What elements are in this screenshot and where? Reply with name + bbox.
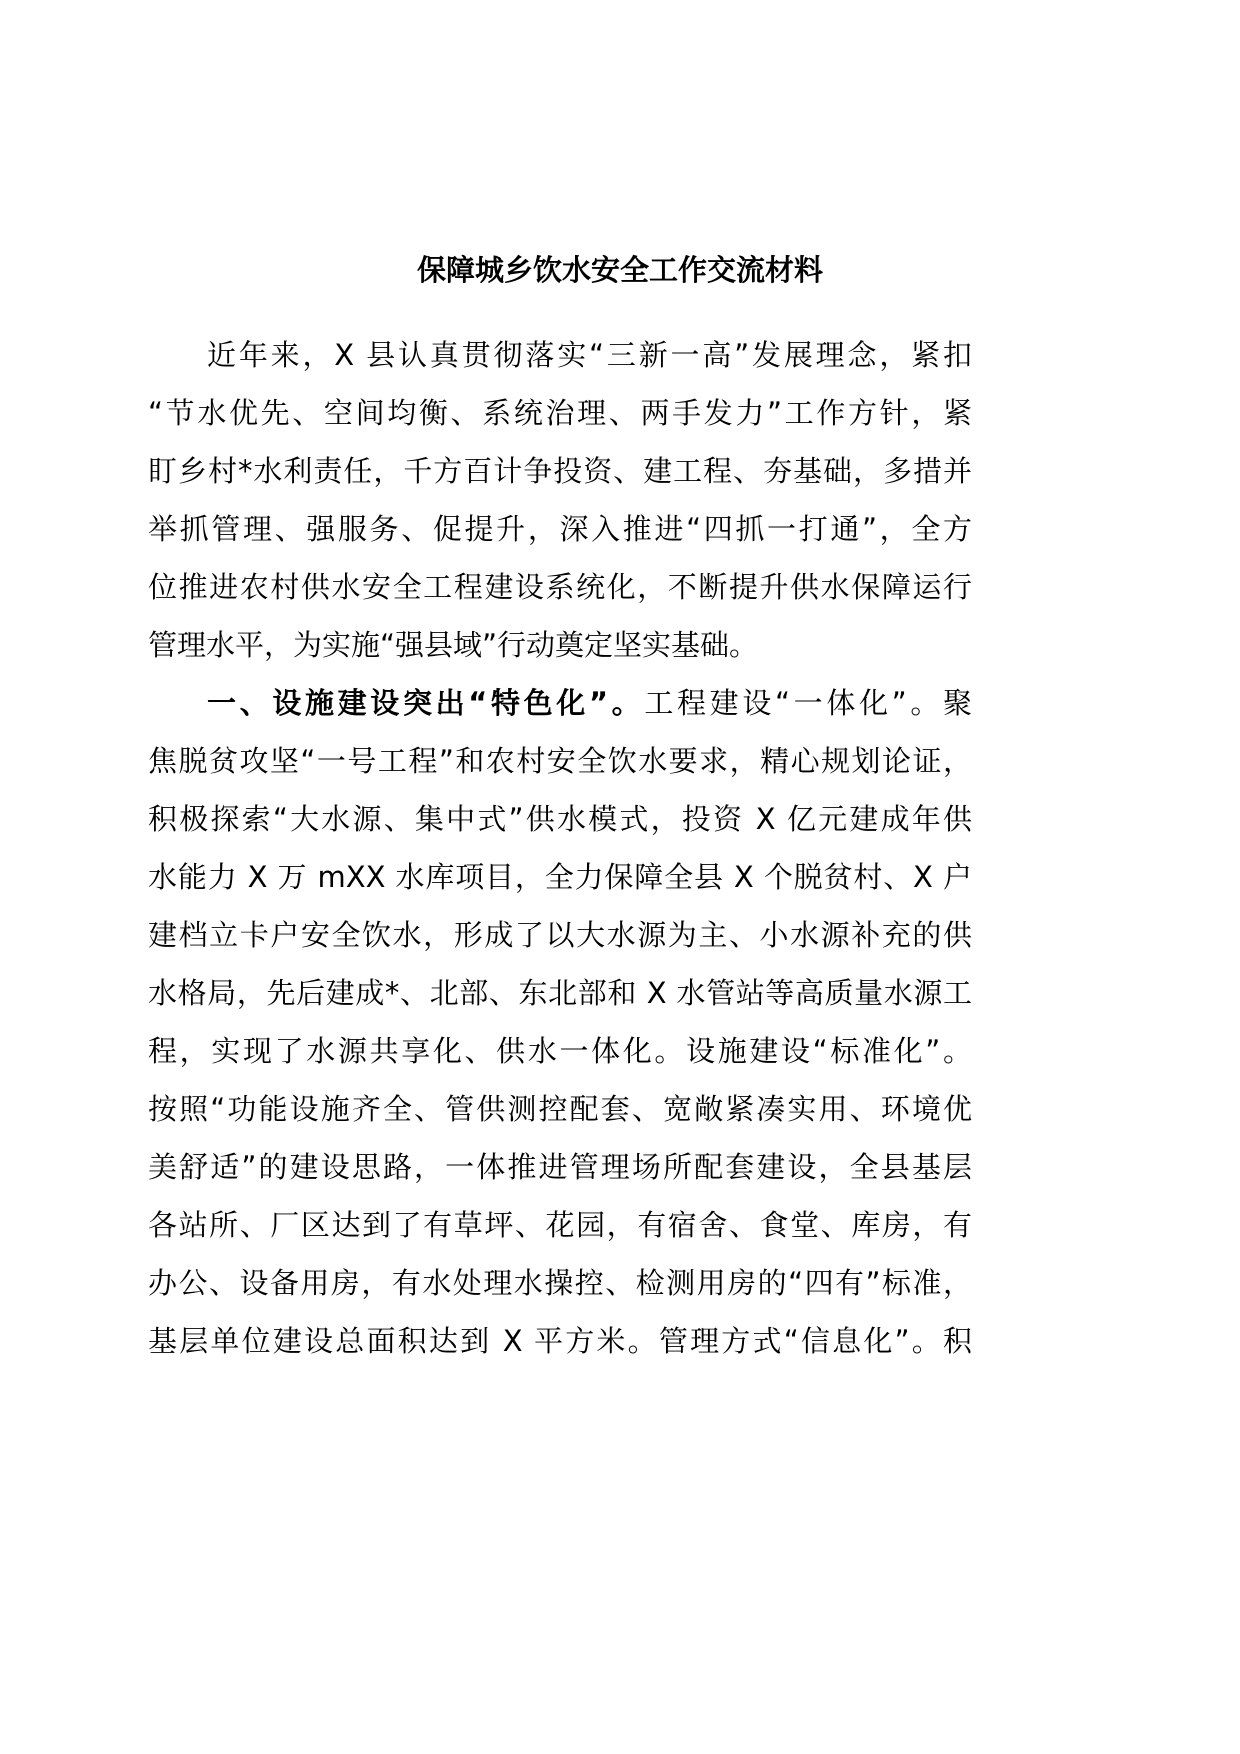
text-span: 工程建设“一体化”。聚 (644, 686, 972, 720)
text-line: 焦脱贫攻坚“一号工程”和农村安全饮水要求，精心规划论证， (148, 744, 972, 778)
text-line: 位推进农村供水安全工程建设系统化，不断提升供水保障运行 (148, 570, 972, 604)
text-line: 办公、设备用房，有水处理水操控、检测用房的“四有”标准， (148, 1266, 972, 1300)
document-title: 保障城乡饮水安全工作交流材料 (416, 253, 823, 287)
text-line: 美舒适”的建设思路，一体推进管理场所配套建设，全县基层 (148, 1150, 972, 1184)
paragraph-intro (148, 326, 972, 674)
text-line: 各站所、厂区达到了有草坪、花园，有宿舍、食堂、库房，有 (148, 1208, 972, 1242)
text-line: 管理水平，为实施“强县域”行动奠定坚实基础。 (148, 628, 759, 662)
text-line: 近年来，X 县认真贯彻落实“三新一高”发展理念，紧扣 (207, 338, 972, 372)
text-line: “节水优先、空间均衡、系统治理、两手发力”工作方针，紧 (148, 396, 972, 430)
section-heading: 一、设施建设突出“特色化”。 (207, 686, 645, 720)
text-line: 程，实现了水源共享化、供水一体化。设施建设“标准化”。 (148, 1034, 972, 1068)
text-line: 举抓管理、强服务、促提升，深入推进“四抓一打通”，全方 (148, 512, 972, 546)
document-body (148, 326, 972, 1370)
text-line: 水格局，先后建成*、北部、东北部和 X 水管站等高质量水源工 (148, 976, 972, 1010)
text-line: 基层单位建设总面积达到 X 平方米。管理方式“信息化”。积 (148, 1324, 972, 1358)
text-line: 按照“功能设施齐全、管供测控配套、宽敞紧凑实用、环境优 (148, 1092, 972, 1126)
text-line: 建档立卡户安全饮水，形成了以大水源为主、小水源补充的供 (148, 918, 972, 952)
text-line: 盯乡村*水利责任，千方百计争投资、建工程、夯基础，多措并 (148, 454, 972, 488)
text-line: 积极探索“大水源、集中式”供水模式，投资 X 亿元建成年供 (148, 802, 972, 836)
text-line (148, 674, 972, 732)
text-line: 水能力 X 万 mXX 水库项目，全力保障全县 X 个脱贫村、X 户 (148, 860, 972, 894)
paragraph-section-1 (148, 674, 972, 1370)
